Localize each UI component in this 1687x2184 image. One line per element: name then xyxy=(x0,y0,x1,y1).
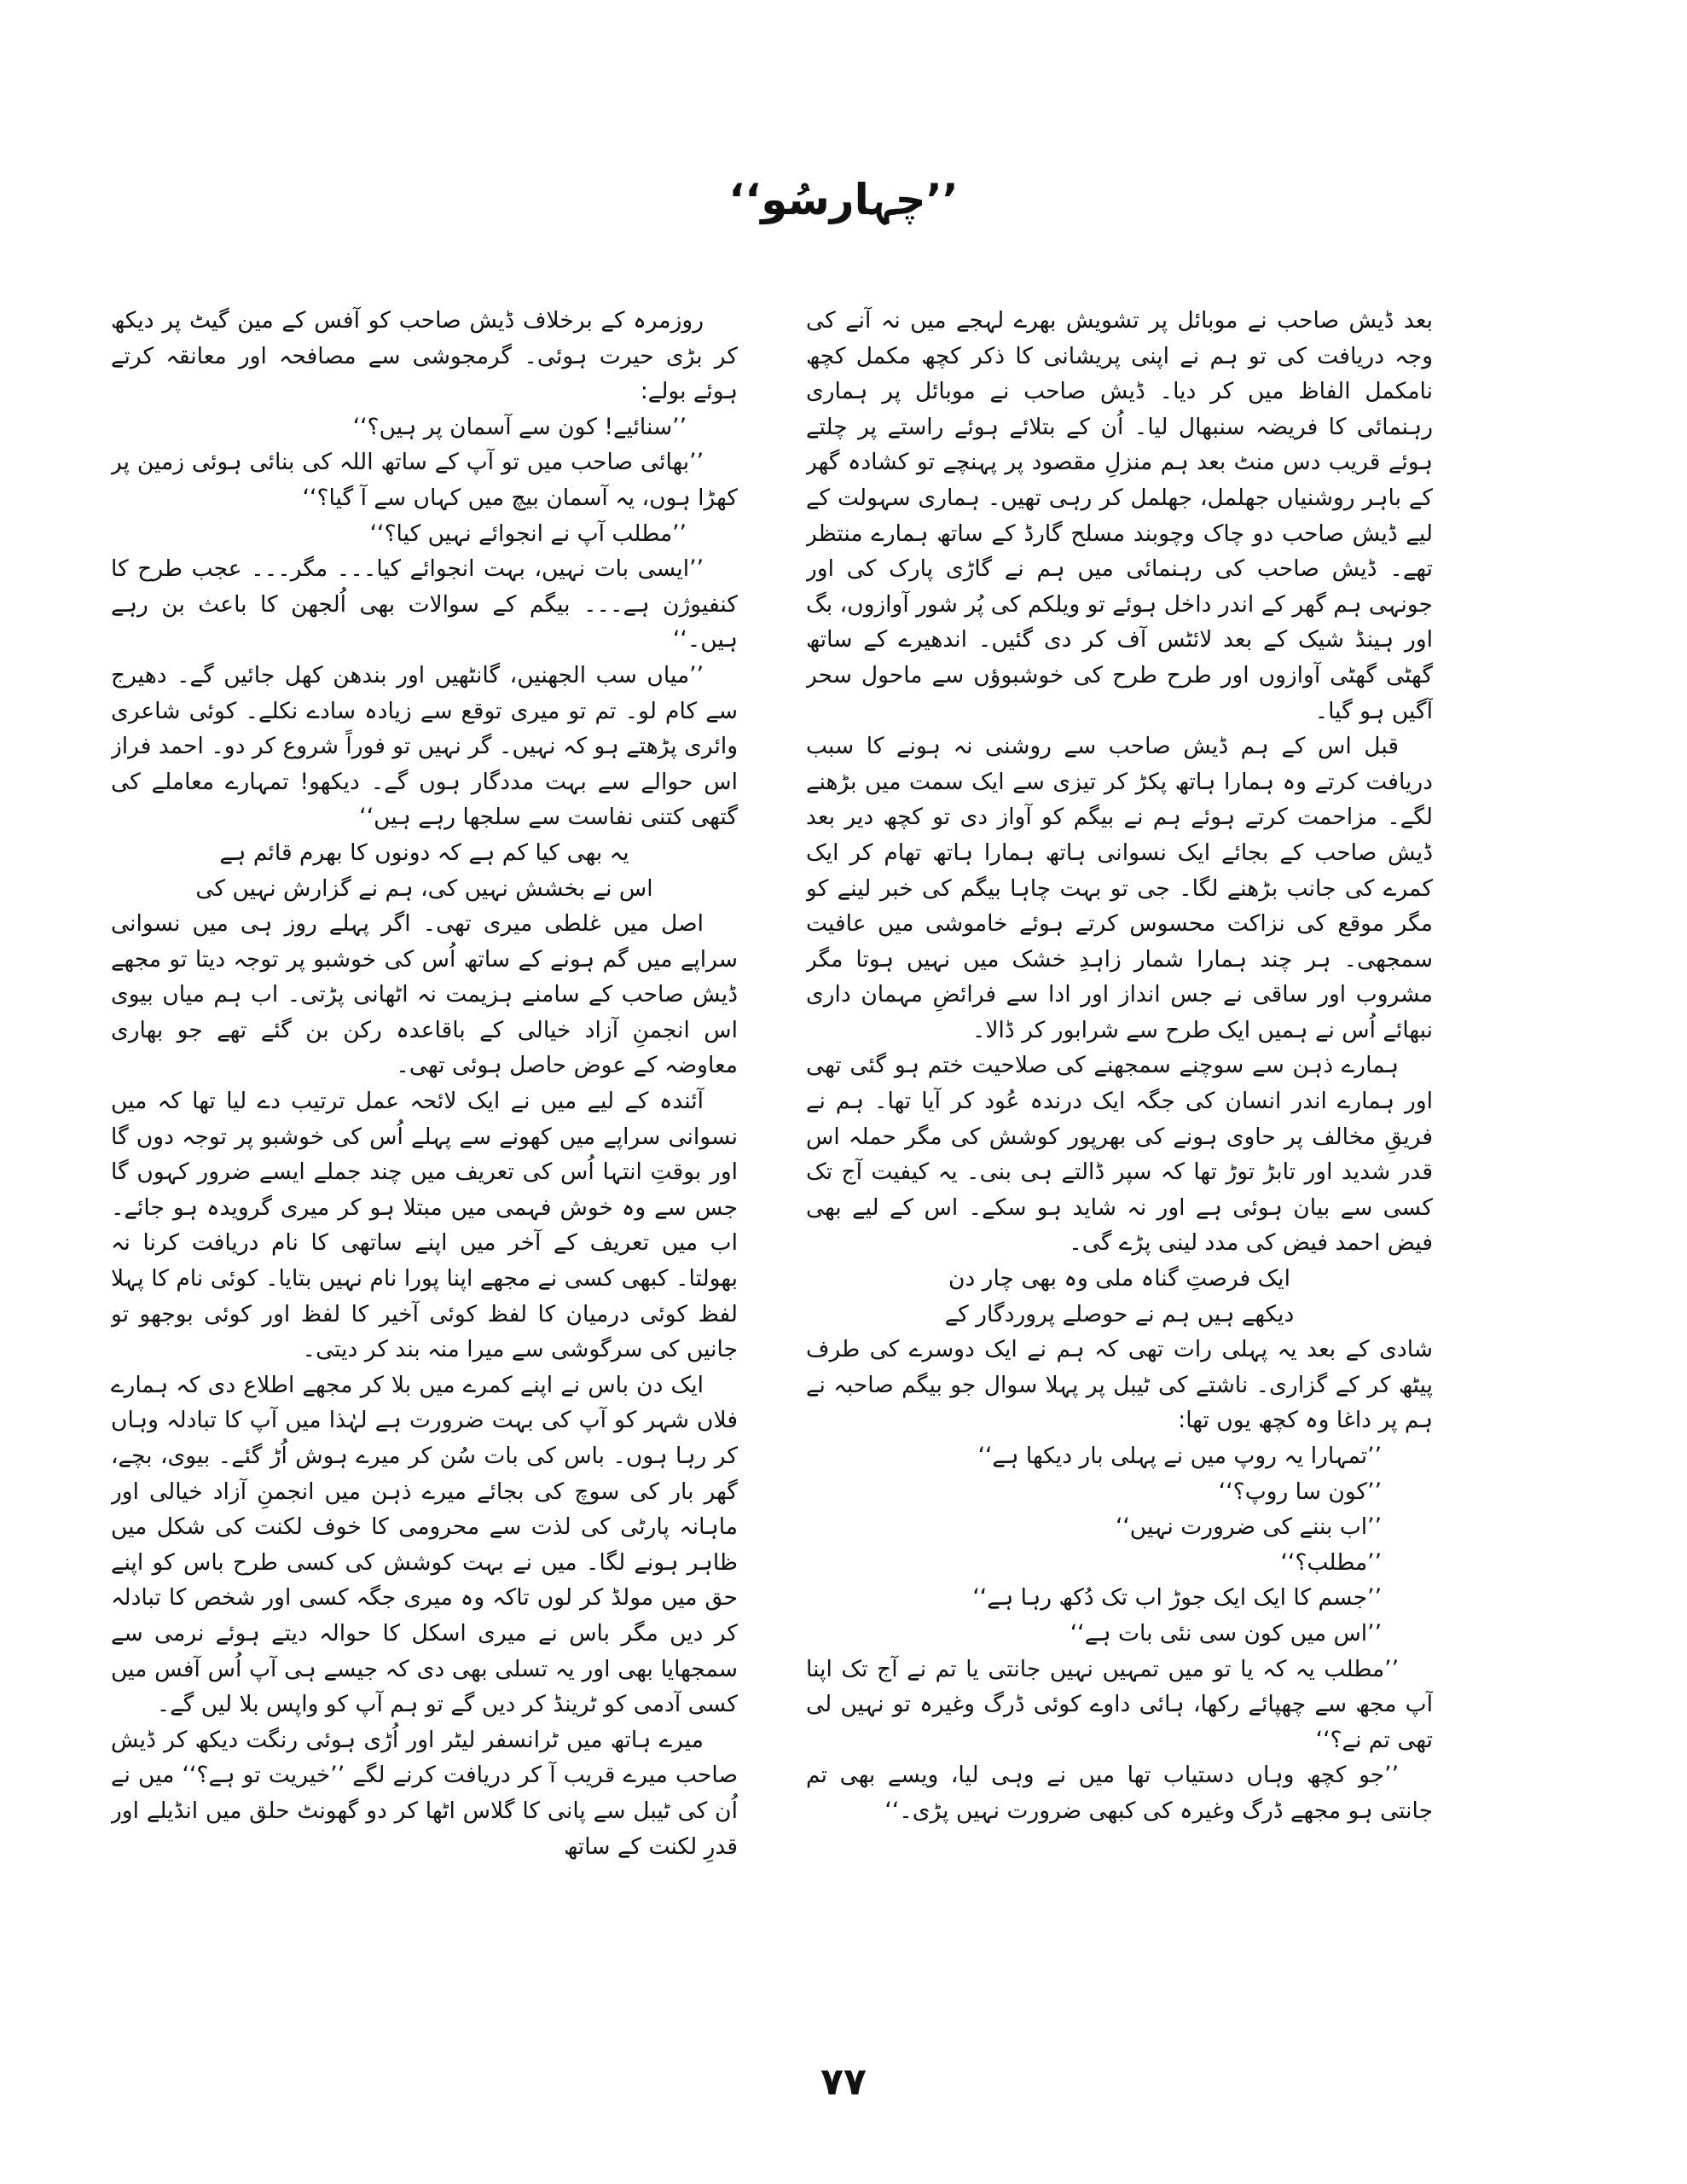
dialogue-line: ’’مطلب آپ نے انجوائے نہیں کیا؟‘‘ xyxy=(369,520,687,547)
dialogue-line: ’’جسم کا ایک ایک جوڑ اب تک دُکھ رہا ہے‘‘ xyxy=(972,1584,1382,1612)
page-header-title: ’’چہارسُو‘‘ xyxy=(728,175,959,224)
right-text-column xyxy=(806,303,1433,2009)
verse-line: اس نے بخشش نہیں کی، ہم نے گزارش نہیں کی xyxy=(195,874,653,902)
dialogue-line: ’’تمہارا یہ روپ میں نے پہلی بار دیکھا ہے‘‘ xyxy=(977,1443,1382,1469)
page-number: ۷۷ xyxy=(820,2060,867,2104)
dialogue-line: ’’اس میں کون سی نئی بات ہے‘‘ xyxy=(1070,1619,1382,1647)
dialogue-line: ’’اب بننے کی ضرورت نہیں‘‘ xyxy=(1115,1513,1382,1541)
verse-line: ایک فرصتِ گناہ ملی وہ بھی چار دن xyxy=(948,1265,1291,1292)
left-text-column xyxy=(111,303,738,2009)
paragraph: ’’جو کچھ وہاں دستیاب تھا میں نے وہی لیا، ویسے بھی تم جانتی ہو مجھے ڈرگ وغیرہ کی کبھی ضرورت نہیں پڑی۔‘‘ xyxy=(806,1762,1433,1824)
paragraph: اصل میں غلطی میری تھی۔ اگر پہلے روز ہی میں نسوانی سراپے میں گم ہونے کے ساتھ اُس کی خوشبو پر توجہ دیتا تو مجھے ڈیش صاحب کے سامنے ہزیمت نہ اٹھانی پڑتی۔ اب ہم میاں بیوی اس انجمنِ آزاد خیالی کے باقاعدہ رکن بن گئے تھے جو بھاری معاوضہ کے عوض حاصل ہوئی تھی۔ xyxy=(111,910,738,1079)
paragraph: روزمرہ کے برخلاف ڈیش صاحب کو آفس کے مین گیٹ پر دیکھ کر بڑی حیرت ہوئی۔ گرمجوشی سے مصافحہ اور معانقہ کرتے ہوئے بولے: xyxy=(111,307,738,405)
paragraph: میرے ہاتھ میں ٹرانسفر لیٹر اور اُڑی ہوئی رنگت دیکھ کر ڈیش صاحب میرے قریب آ کر دریافت کرنے لگے ’’خیریت تو ہے؟‘‘ میں نے اُن کی ٹیبل سے پانی کا گلاس اٹھا کر دو گھونٹ حلق میں انڈیلے اور قدرِ لکنت کے ساتھ xyxy=(111,1726,738,1860)
paragraph: ایک دن باس نے اپنے کمرے میں بلا کر مجھے اطلاع دی کہ ہمارے فلاں شہر کو آپ کی بہت ضرورت ہے لہٰذا میں آپ کا تبادلہ وہاں کر رہا ہوں۔ باس کی بات سُن کر میرے ہوش اُڑ گئے۔ بیوی، بچے، گھر بار کی سوچ کی بجائے میرے ذہن میں انجمنِ آزاد خیالی اور ماہانہ پارٹی کی لذت سے محرومی کا خوف لکنت کی شکل میں ظاہر ہونے لگا۔ میں نے بہت کوشش کی کسی طرح باس کو اپنے حق میں مولڈ کر لوں تاکہ وہ میری جگہ کسی اور شخص کا تبادلہ کر دیں مگر باس نے میری اسکل کا حوالہ دیتے ہوئے نرمی سے سمجھایا بھی اور یہ تسلی بھی دی کہ جیسے ہی آپ اُس آفس میں کسی آدمی کو ٹرینڈ کر دیں گے تو ہم آپ کو واپس بلا لیں گے۔ xyxy=(111,1371,738,1718)
paragraph: ’’ایسی بات نہیں، بہت انجوائے کیا۔۔۔ مگر۔۔۔ عجب طرح کا کنفیوژن ہے۔۔۔ بیگم کے سوالات بھی اُلجھن کا باعث بن رہے ہیں۔‘‘ xyxy=(111,555,738,653)
dialogue-line: ’’کون سا روپ؟‘‘ xyxy=(1218,1478,1382,1505)
verse-line: دیکھے ہیں ہم نے حوصلے پروردگار کے xyxy=(944,1300,1295,1327)
dialogue-line: ’’مطلب؟‘‘ xyxy=(1280,1548,1382,1576)
paragraph: قبل اس کے ہم ڈیش صاحب سے روشنی نہ ہونے کا سبب دریافت کرتے وہ ہمارا ہاتھ پکڑ کر تیزی سے ایک سمت میں بڑھنے لگے۔ مزاحمت کرتے ہوئے ہم نے بیگم کو آواز دی تو کچھ دیر بعد ڈیش صاحب کے بجائے ایک نسوانی ہاتھ ہمارا ہاتھ تھام کر ایک کمرے کی جانب بڑھنے لگا۔ جی تو بہت چاہا بیگم کی خبر لینے کو مگر موقع کی نزاکت محسوس کرتے ہوئے خاموشی میں عافیت سمجھی۔ ہر چند ہمارا شمار زاہدِ خشک میں نہیں ہوتا مگر مشروب اور ساقی نے جس انداز اور ادا سے فرائضِ مہمان داری نبھائے اُس نے ہمیں ایک طرح سے شرابور کر ڈالا۔ xyxy=(806,733,1433,1043)
paragraph: ’’بھائی صاحب میں تو آپ کے ساتھ اللہ کی بنائی ہوئی زمین پر کھڑا ہوں، یہ آسمان بیچ میں کہاں سے آ گیا؟‘‘ xyxy=(111,449,738,511)
verse-line: یہ بھی کیا کم ہے کہ دونوں کا بھرم قائم ہے xyxy=(219,839,629,866)
paragraph: بعد ڈیش صاحب نے موبائل پر تشویش بھرے لہجے میں نہ آنے کی وجہ دریافت کی تو ہم نے اپنی پریشانی کا ذکر کچھ مکمل کچھ نامکمل الفاظ میں کر دیا۔ ڈیش صاحب نے موبائل پر ہماری رہنمائی کا فریضہ سنبھال لیا۔ اُن کے بتلائے ہوئے راستے پر چلتے ہوئے قریب دس منٹ بعد ہم منزلِ مقصود پر پہنچے تو کشادہ گھر کے باہر روشنیاں جھلمل، جھلمل کر رہی تھیں۔ ہماری سہولت کے لیے ڈیش صاحب دو چاک وچوبند مسلح گارڈ کے ساتھ ہمارے منتظر تھے۔ ڈیش صاحب کی رہنمائی میں ہم نے گاڑی پارک کی اور جونہی ہم گھر کے اندر داخل ہوئے تو ویلکم کی پُر شور آوازوں، بگ اور ہینڈ شیک کے بعد لائٹس آف کر دی گئیں۔ اندھیرے کے ساتھ گھٹی گھٹی آوازوں اور طرح طرح کی خوشبوؤں سے ماحول سحر آگیں ہو گیا۔ xyxy=(806,307,1433,724)
paragraph: آئندہ کے لیے میں نے ایک لائحہ عمل ترتیب دے لیا تھا کہ میں نسوانی سراپے میں کھونے سے پہلے اُس کی خوشبو پر توجہ دوں گا اور بوقتِ انتہا اُس کی تعریف میں چند جملے ایسے ضرور کہوں گا جس سے وہ خوش فہمی میں مبتلا ہو کر میری گرویدہ ہو جائے۔ اب میں تعریف کے آخر میں اپنے ساتھی کا نام دریافت کرنا نہ بھولتا۔ کبھی کسی نے مجھے اپنا پورا نام نہیں بتایا۔ کوئی نام کا پہلا لفظ کوئی درمیان کا لفظ کوئی آخیر کا لفظ اور کوئی بوجھو تو جانیں کی سرگوشی سے میرا منہ بند کر دیتی۔ xyxy=(111,1088,738,1363)
paragraph: شادی کے بعد یہ پہلی رات تھی کہ ہم نے ایک دوسرے کی طرف پیٹھ کر کے گزاری۔ ناشتے کی ٹیبل پر پہلا سوال جو بیگم صاحبہ نے ہم پر داغا وہ کچھ یوں تھا: xyxy=(806,1336,1433,1434)
paragraph: ’’مطلب یہ کہ یا تو میں تمہیں نہیں جانتی یا تم نے آج تک اپنا آپ مجھ سے چھپائے رکھا، ہائی داوے کوئی ڈرگ وغیرہ تو نہیں لی تھی تم نے؟‘‘ xyxy=(806,1655,1433,1753)
paragraph: ’’میاں سب الجھنیں، گانٹھیں اور بندھن کھل جائیں گے۔ دھیرج سے کام لو۔ تم تو میری توقع سے زیادہ سادے نکلے۔ کوئی شاعری وائری پڑھتے ہو کہ نہیں۔ گر نہیں تو فوراً شروع کر دو۔ احمد فراز اس حوالے سے بہت مددگار ہوں گے۔ دیکھو! تمہارے معاملے کی گتھی کتنی نفاست سے سلجھا رہے ہیں‘‘ xyxy=(111,661,738,831)
dialogue-line: ’’سنائیے! کون سے آسمان پر ہیں؟‘‘ xyxy=(352,413,687,440)
paragraph: ہمارے ذہن سے سوچنے سمجھنے کی صلاحیت ختم ہو گئی تھی اور ہمارے اندر انسان کی جگہ ایک درندہ عُود کر آیا تھا۔ ہم نے فریقِ مخالف پر حاوی ہونے کی بھرپور کوشش کی مگر حملہ اس قدر شدید اور تابڑ توڑ تھا کہ سپر ڈالتے ہی بنی۔ یہ کیفیت آج تک کسی سے بیان ہوئی ہے اور نہ شاید ہو سکے۔ اس کے لیے بھی فیض احمد فیض کی مدد لینی پڑے گی۔ xyxy=(806,1052,1433,1257)
